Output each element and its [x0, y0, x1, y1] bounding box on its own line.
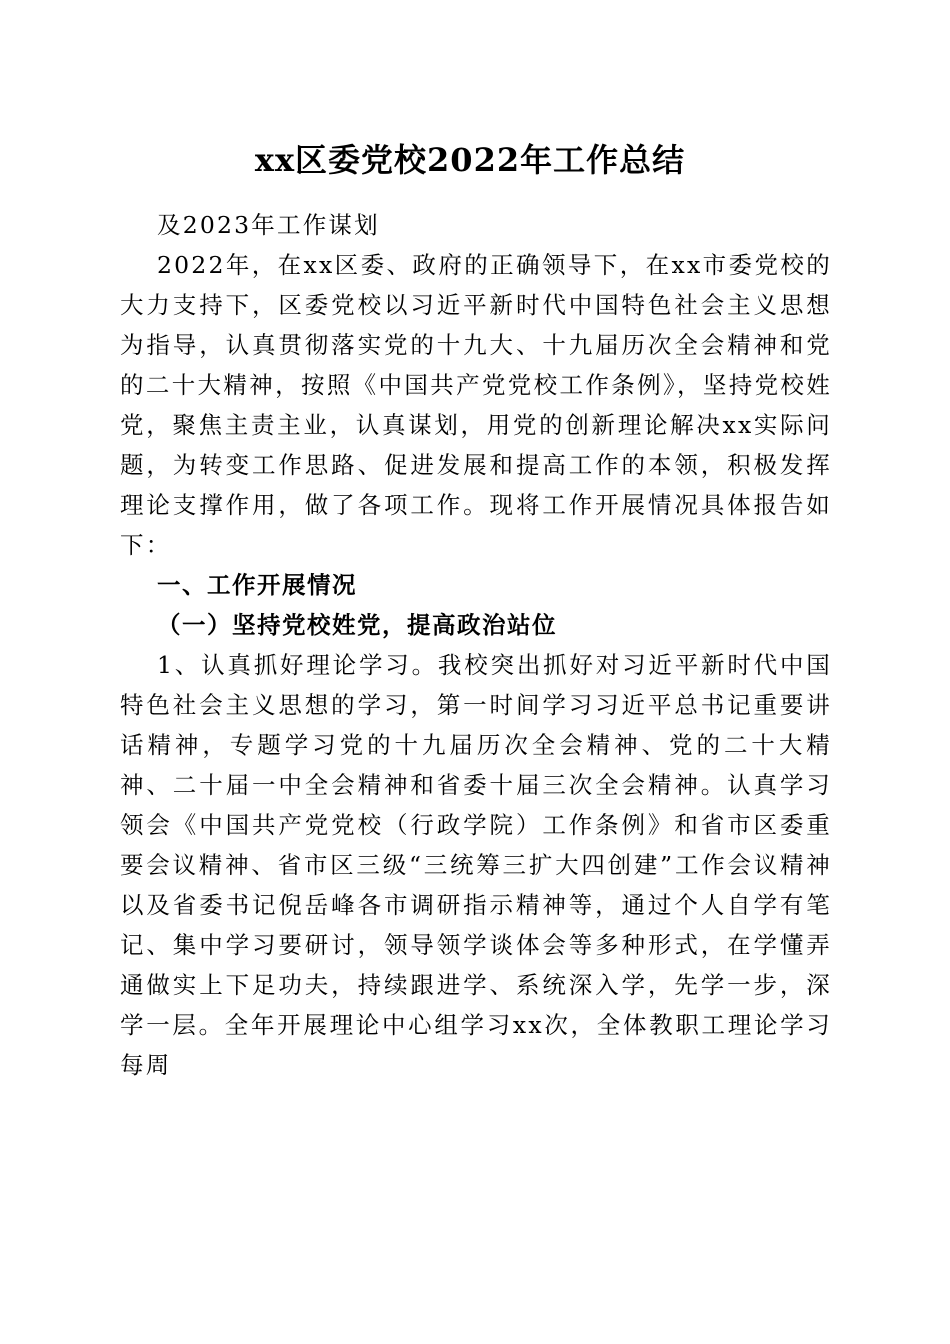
- subsection-heading: （一）坚持党校姓党，提高政治站位: [157, 611, 557, 639]
- document-subtitle: 及2023年工作谋划: [157, 211, 380, 239]
- document-body: [120, 205, 832, 1085]
- section-heading: 一、工作开展情况: [157, 571, 357, 599]
- document-title: xx区委党校2022年工作总结: [254, 141, 686, 179]
- body-paragraph: 1、认真抓好理论学习。我校突出抓好对习近平新时代中国特色社会主义思想的学习，第一时间学习习近平总书记重要讲话精神，专题学习党的十九届历次全会精神、党的二十大精神、二十届一中全会精神和省委十届三次全会精神。认真学习领会《中国共产党党校（行政学院）工作条例》和省市区委重要会议精神、省市区三级“三统筹三扩大四创建”工作会议精神以及省委书记倪岳峰各市调研指示精神等，通过个人自学有笔记、集中学习要研讨，领导领学谈体会等多种形式，在学懂弄通做实上下足功夫，持续跟进学、系统深入学，先学一步，深学一层。全年开展理论中心组学习xx次，全体教职工理论学习每周: [120, 651, 832, 1079]
- intro-paragraph: 2022年，在xx区委、政府的正确领导下，在xx市委党校的大力支持下，区委党校以习近平新时代中国特色社会主义思想为指导，认真贯彻落实党的十九大、十九届历次全会精神和党的二十大精神，按照《中国共产党党校工作条例》，坚持党校姓党，聚焦主责主业，认真谋划，用党的创新理论解决xx实际问题，为转变工作思路、促进发展和提高工作的本领，积极发挥理论支撑作用，做了各项工作。现将工作开展情况具体报告如下：: [120, 251, 832, 559]
